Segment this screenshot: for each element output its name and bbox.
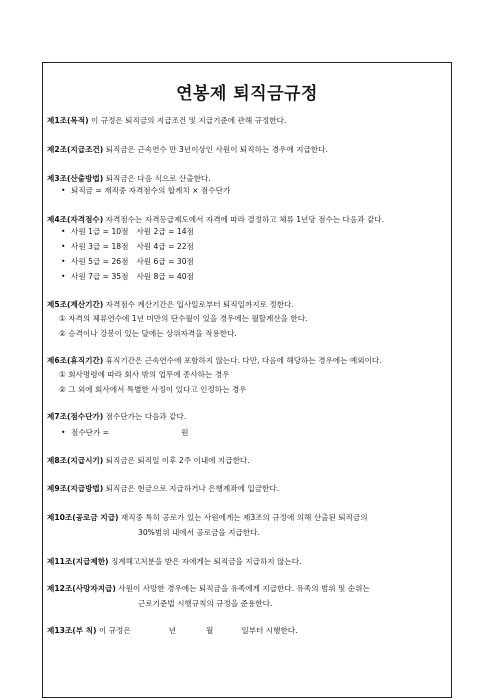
article-2-heading: 제2조(지급조건) <box>47 145 104 154</box>
article-10-text: 재직중 특히 공로가 있는 사원에게는 제3조의 규정에 의해 산출된 퇴직금의 <box>118 513 368 522</box>
article-8-heading: 제8조(지급시기) <box>47 456 104 465</box>
article-12 <box>47 583 449 595</box>
article-6-item-1: ① 회사명령에 따라 회사 밖의 업무에 종사하는 경우 <box>59 370 230 379</box>
article-8-text: 퇴직금은 퇴직일 이후 2주 이내에 지급한다. <box>103 456 250 465</box>
score-cell: 사원 8급 = 40점 <box>136 272 194 281</box>
article-5-heading: 제5조(계산기간) <box>47 300 104 309</box>
article-11-text: 징계해고처분을 받은 자에게는 퇴직금을 지급하지 않는다. <box>108 557 302 566</box>
article-12-continuation: 근로기준법 시행규칙의 규정을 준용한다. <box>138 599 273 608</box>
article-12-text: 사원이 사망한 경우에는 퇴직금을 유족에게 지급한다. 유족의 범위 및 순위는 <box>115 584 370 593</box>
score-row <box>61 256 194 268</box>
article-5-item-1: ① 자격의 체류연수에 1년 미만의 단수월이 있을 경우에는 월할계산을 한다. <box>59 314 308 323</box>
article-3-heading: 제3조(산출방법) <box>47 174 104 183</box>
article-5-item-2: ② 승격이나 강봉이 있는 달에는 상위자격을 적용한다. <box>59 329 237 338</box>
score-cell: 사원 3급 = 18점 <box>71 242 129 251</box>
score-row <box>61 271 194 283</box>
article-8 <box>47 455 449 467</box>
unit-price-label: 점수단가 = <box>71 428 110 437</box>
year-label: 년 <box>168 626 177 635</box>
article-6-heading: 제6조(휴직기간) <box>47 356 104 365</box>
article-3-text: 퇴직금은 다음 식으로 산출한다. <box>103 174 211 183</box>
article-9 <box>47 483 449 495</box>
score-cell: 사원 4급 = 22점 <box>136 242 194 251</box>
article-10 <box>47 512 449 524</box>
article-7 <box>47 411 449 423</box>
document-title: 연봉제 퇴직금규정 <box>176 84 318 104</box>
score-cell: 사원 7급 = 35점 <box>71 272 129 281</box>
article-9-text: 퇴직금은 현금으로 지급하거나 은행계좌에 입금한다. <box>103 484 280 493</box>
article-13 <box>47 625 449 637</box>
article-1 <box>47 115 449 127</box>
article-4-text: 자격점수는 자격등급제도에서 자격에 따라 결정하고 체류 1년당 점수는 다음과 같다. <box>103 215 385 224</box>
score-row <box>61 226 194 238</box>
article-10-heading: 제10조(공로금 지급) <box>47 513 119 522</box>
effective-tail: 일부터 시행한다. <box>241 626 298 635</box>
article-11 <box>47 556 449 568</box>
article-12-heading: 제12조(사망자지급) <box>47 584 116 593</box>
article-1-heading: 제1조(목적) <box>47 116 89 125</box>
article-13-text: 이 규정은 <box>96 626 131 635</box>
unit-price-unit: 원 <box>181 428 189 437</box>
article-3-formula: • 퇴직금 = 재직중 자격점수의 합계치 × 점수단가 <box>61 185 230 197</box>
score-cell: 사원 1급 = 10점 <box>71 227 129 236</box>
score-cell: 사원 5급 = 26점 <box>71 257 129 266</box>
unit-price-line <box>61 427 188 439</box>
article-4 <box>47 214 449 226</box>
article-5-text: 자격점수 계산기간은 입사일로부터 퇴직일까지로 정한다. <box>103 300 294 309</box>
article-1-text: 이 규정은 퇴직금의 지급조건 및 지급기준에 관해 규정한다. <box>88 116 287 125</box>
article-7-text: 점수단가는 다음과 같다. <box>103 412 187 421</box>
month-label: 월 <box>206 626 214 635</box>
article-2-text: 퇴직금은 근속연수 만 3년이상인 사원이 퇴직하는 경우에 지급한다. <box>103 145 328 154</box>
document-page <box>42 62 452 698</box>
article-2 <box>47 144 449 156</box>
score-cell: 사원 6급 = 30점 <box>136 257 194 266</box>
article-7-heading: 제7조(점수단가) <box>47 412 104 421</box>
article-4-heading: 제4조(자격점수) <box>47 215 104 224</box>
article-3 <box>47 173 449 185</box>
article-13-heading: 제13조(부 칙) <box>47 626 97 635</box>
article-9-heading: 제9조(지급방법) <box>47 484 104 493</box>
score-row <box>61 241 194 253</box>
article-10-continuation: 30%범위 내에서 공로금을 지급한다. <box>138 528 260 537</box>
article-6-item-2: ② 그 외에 회사에서 특별한 사정이 있다고 인정하는 경우 <box>59 385 247 394</box>
article-6 <box>47 355 449 367</box>
article-5 <box>47 299 449 311</box>
article-6-text: 휴직기간은 근속연수에 포함하지 않는다. 다만, 다음에 해당하는 경우에는 예외이다. <box>103 356 382 365</box>
article-11-heading: 제11조(지급제한) <box>47 557 109 566</box>
score-cell: 사원 2급 = 14점 <box>136 227 194 236</box>
